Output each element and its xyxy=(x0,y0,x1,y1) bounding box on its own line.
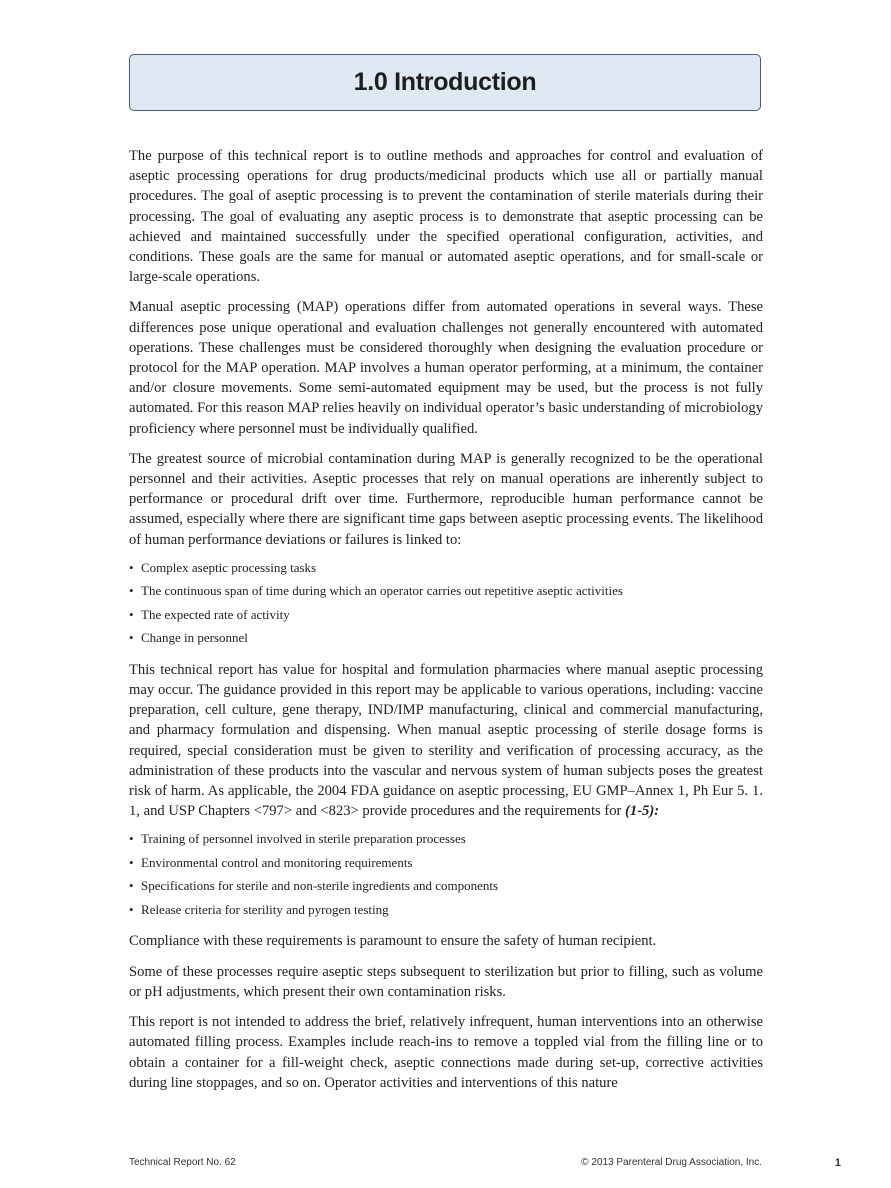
paragraph: Some of these processes require aseptic steps subsequent to sterilization but prior to filling, such as volume or pH adjustments, which present their own contamination risks. xyxy=(129,963,763,1000)
paragraph: Manual aseptic processing (MAP) operations differ from automated operations in several ways. These differences pose unique operational and evaluation challenges not generally encountered with automated operations. These challenges must be considered thoroughly when designing the evaluation procedure or protocol for the MAP operation. MAP involves a human operator performing, at a minimum, the container and/or closure movements. Some semi-automated equipment may be used, but the process is not fully automated. For this reason MAP relies heavily on individual operator’s basic understanding of microbiology proficiency where personnel must be individually qualified. xyxy=(129,299,763,437)
list-item: • Training of personnel involved in sterile preparation processes xyxy=(129,827,763,851)
reference-citation: (1-5): xyxy=(625,803,660,820)
paragraph: Compliance with these requirements is paramount to ensure the safety of human recipient. xyxy=(129,933,657,950)
footer-copyright: © 2013 Parenteral Drug Association, Inc. xyxy=(581,1157,762,1168)
page-number: 1 xyxy=(834,1157,841,1169)
page-footer xyxy=(129,1157,841,1173)
list-item: • The continuous span of time during which an operator carries out repetitive aseptic activities xyxy=(129,579,763,603)
list-item: • The expected rate of activity xyxy=(129,603,763,627)
paragraph: The greatest source of microbial contamination during MAP is generally recognized to be the operational personnel and their activities. Aseptic processes that rely on manual operations are inherently subject to performance or procedural drift over time. Furthermore, reproducible human performance cannot be assumed, especially where there are significant time gaps between aseptic processing events. The likelihood of human performance deviations or failures is linked to: xyxy=(129,450,763,548)
list-item: • Complex aseptic processing tasks xyxy=(129,556,763,580)
bullet-list xyxy=(129,827,763,921)
main-content xyxy=(129,146,763,1103)
paragraph: This report is not intended to address the brief, relatively infrequent, human interventions into an otherwise automated filling process. Examples include reach-ins to remove a toppled vial from the filling line or to obtain a container for a fill-weight check, aseptic connections made during set-up, corrective activities during line stoppages, and so on. Operator activities and interventions of this nature xyxy=(129,1014,763,1091)
list-item: • Environmental control and monitoring requirements xyxy=(129,851,763,875)
footer-report-name: Technical Report No. 62 xyxy=(129,1157,236,1168)
section-title: 1.0 Introduction xyxy=(353,68,537,96)
list-item: • Change in personnel xyxy=(129,626,763,650)
bullet-list xyxy=(129,556,763,650)
paragraph: The purpose of this technical report is to outline methods and approaches for control and evaluation of aseptic processing operations for drug products/medicinal products which use all or partially manual procedures. The goal of aseptic processing is to prevent the contamination of sterile materials during their processing. The goal of evaluating any aseptic process is to demonstrate that aseptic processing can be achieved and maintained successfully under the specified operational configuration, activities, and conditions. These goals are the same for manual or automated aseptic operations, and for small-scale or large-scale operations. xyxy=(129,148,763,286)
paragraph xyxy=(129,660,763,822)
section-title-box xyxy=(129,54,761,111)
list-item: • Release criteria for sterility and pyrogen testing xyxy=(129,898,763,922)
paragraph-text: This technical report has value for hospital and formulation pharmacies where manual aseptic processing may occur. The guidance provided in this report may be applicable to various operations, including: vaccine preparation, cell culture, gene therapy, IND/IMP manufacturing, clinical and commercial manufacturing, and pharmacy formulation and dispensing. When manual aseptic processing of sterile dosage forms is required, special consideration must be given to sterility and verification of processing accuracy, as the administration of these products into the vascular and nervous system of human subjects poses the greatest risk of harm. As applicable, the 2004 FDA guidance on aseptic processing, EU GMP–Annex 1, Ph Eur 5. 1. 1, and USP Chapters <797> and <823> provide procedures and the requirements for xyxy=(129,661,763,820)
list-item: • Specifications for sterile and non-sterile ingredients and components xyxy=(129,874,763,898)
